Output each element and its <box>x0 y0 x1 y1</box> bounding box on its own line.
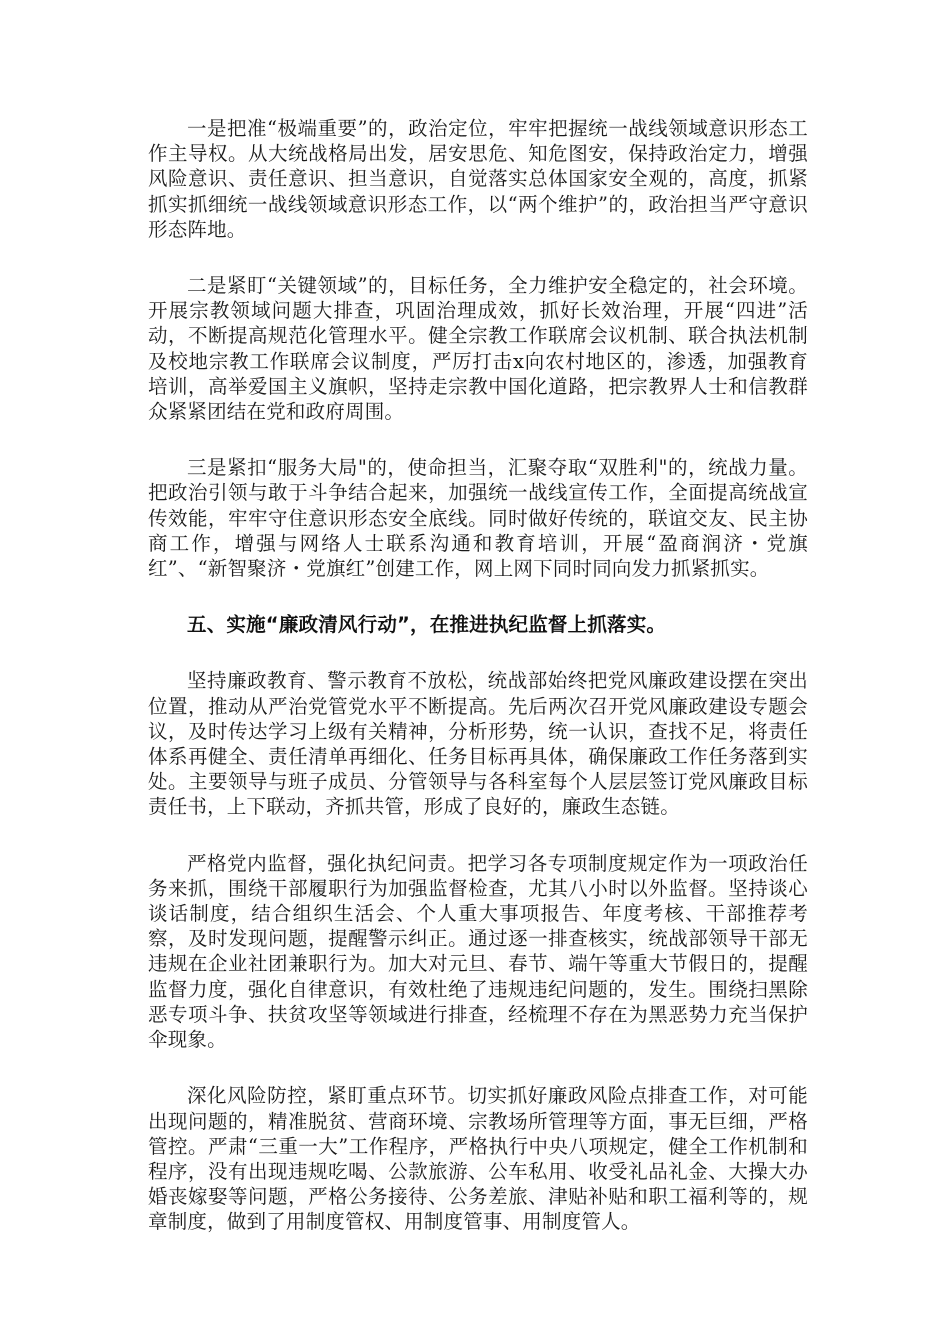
section-heading: 五、实施“廉政清风行动”，在推进执纪监督上抓落实。 <box>187 613 667 637</box>
paragraph-6: 深化风险防控，紧盯重点环节。切实抓好廉政风险点排查工作，对可能出现问题的，精准脱贫、营商环境、宗教场所管理等方面，事无巨细，严格管控。严肃“三重一大”工作程序，严格执行中央八项规定，健全工作机制和程序，没有出现违规吃喝、公款旅游、公车私用、收受礼品礼金、大操大办婚丧嫁娶等问题，严格公务接待、公务差旅、津贴补贴和职工福利等的，规章制度，做到了用制度管权、用制度管事、用制度管人。 <box>148 1084 808 1234</box>
paragraph-2: 二是紧盯“关键领域”的，目标任务，全力维护安全稳定的，社会环境。开展宗教领域问题大排查，巩固治理成效，抓好长效治理，开展“四进”活动，不断提高规范化管理水平。健全宗教工作联席会议机制、联合执法机制及校地宗教工作联席会议制度，严厉打击x向农村地区的，渗透，加强教育培训，高举爱国主义旗帜，坚持走宗教中国化道路，把宗教界人士和信教群众紧紧团结在党和政府周围。 <box>148 274 808 424</box>
document-body <box>148 116 808 1266</box>
paragraph-1: 一是把准“极端重要”的，政治定位，牢牢把握统一战线领域意识形态工作主导权。从大统战格局出发，居安思危、知危图安，保持政治定力，增强风险意识、责任意识、担当意识，自觉落实总体国家安全观的，高度，抓紧抓实抓细统一战线领域意识形态工作，以“两个维护”的，政治担当严守意识形态阵地。 <box>148 117 808 241</box>
paragraph-3: 三是紧扣“服务大局"的，使命担当，汇聚夺取“双胜利"的，统战力量。把政治引领与敢于斗争结合起来，加强统一战线宣传工作，全面提高统战宣传效能，牢牢守住意识形态安全底线。同时做好传统的，联谊交友、民主协商工作，增强与网络人士联系沟通和教育培训，开展“盈商润济・党旗红”、“新智聚济・党旗红”创建工作，网上网下同时同向发力抓紧抓实。 <box>148 456 808 581</box>
paragraph-4: 坚持廉政教育、警示教育不放松，统战部始终把党风廉政建设摆在突出位置，推动从严治党管党水平不断提高。先后两次召开党风廉政建设专题会议，及时传达学习上级有关精神，分析形势，统一认识，查找不足，将责任体系再健全、责任清单再细化、任务目标再具体，确保廉政工作任务落到实处。主要领导与班子成员、分管领导与各科室每个人层层签订党风廉政目标责任书，上下联动，齐抓共管，形成了良好的，廉政生态链。 <box>148 669 808 819</box>
paragraph-5: 严格党内监督，强化执纪问责。把学习各专项制度规定作为一项政治任务来抓，围绕干部履职行为加强监督检查，尤其八小时以外监督。坚持谈心谈话制度，结合组织生活会、个人重大事项报告、年度考核、干部推荐考察，及时发现问题，提醒警示纠正。通过逐一排查核实，统战部领导干部无违规在企业社团兼职行为。加大对元旦、春节、端午等重大节假日的，提醒监督力度，强化自律意识，有效杜绝了违规违纪问题的，发生。围绕扫黑除恶专项斗争、扶贫攻坚等领域进行排查，经梳理不存在为黑恶势力充当保护伞现象。 <box>148 851 808 1052</box>
